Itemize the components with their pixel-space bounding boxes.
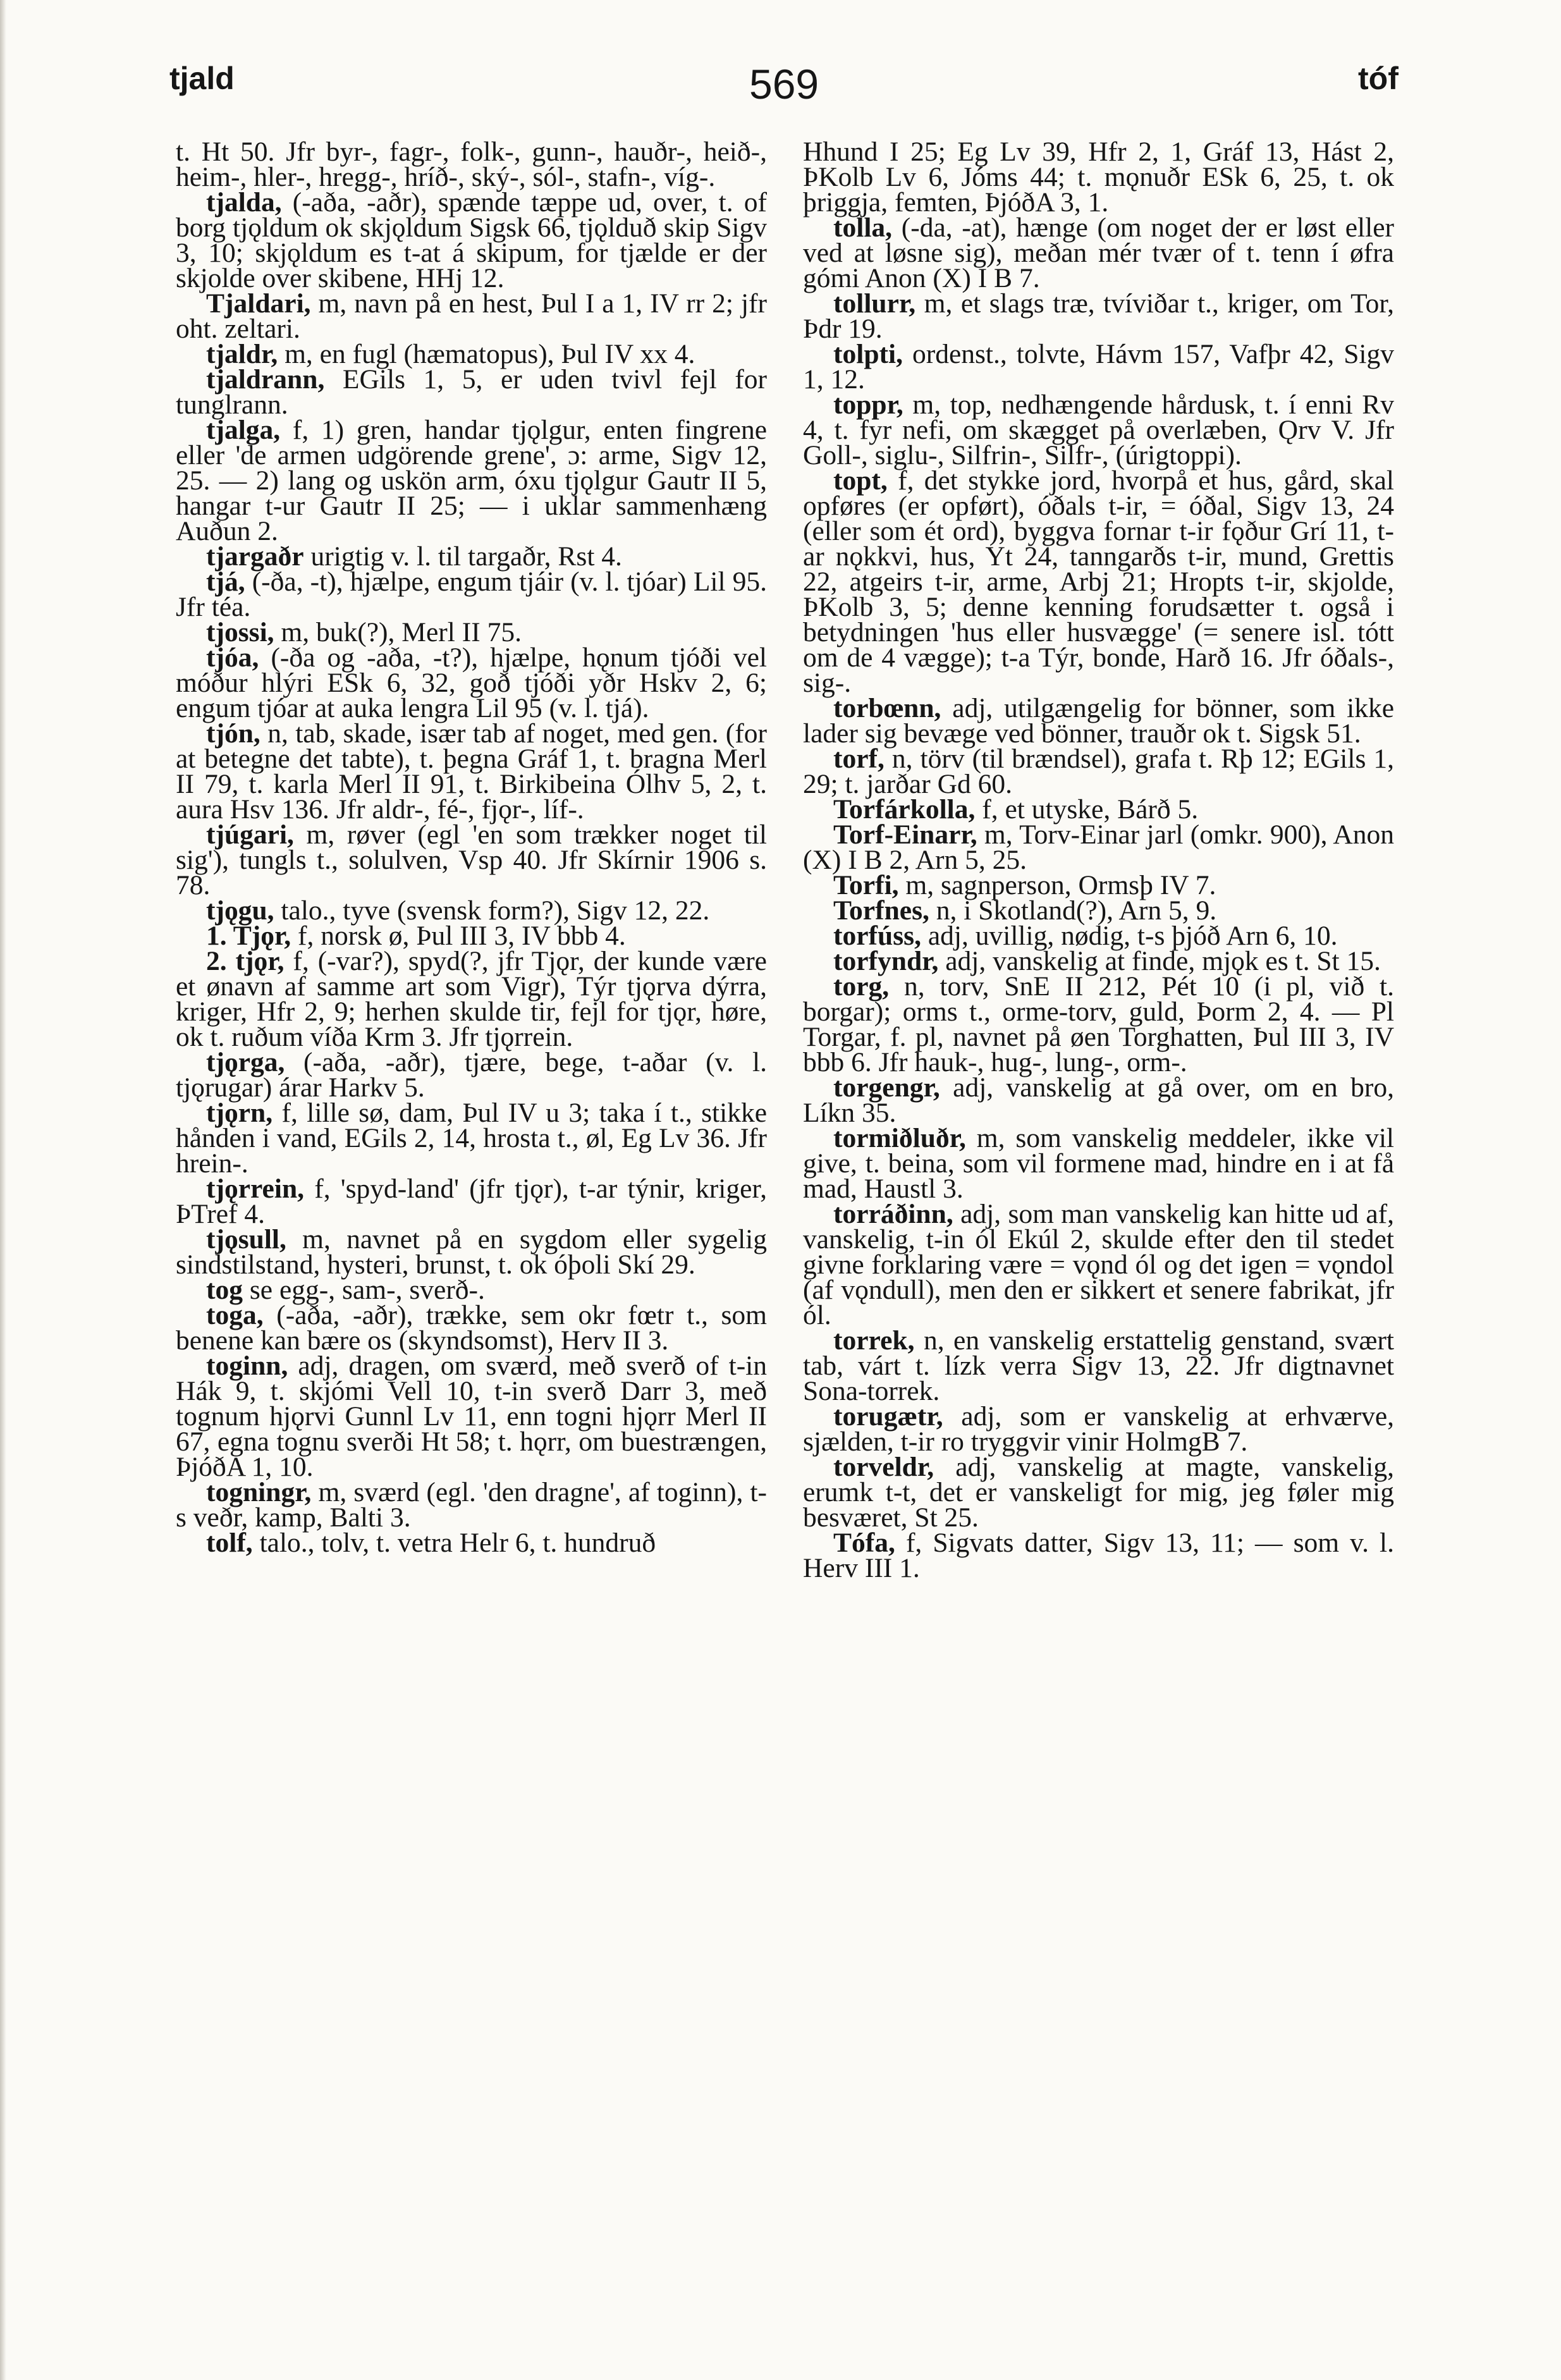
dictionary-entry [803, 392, 1394, 468]
entry-headword: tjaldr, [206, 339, 278, 369]
entry-text: ordenst., tolvte, Hávm 157, Vafþr 42, Sigv 1, 12. [803, 339, 1395, 395]
entry-text: f, (-var?), spyd(?, jfr Tjǫr, der kunde være et ønavn af samme art som Vigr), Týr tjǫrva dýrra, kriger, Hfr 2, 9; herhen skulde tir, fejl for tjǫr, høre, ok t. ruðum víða Krm 3. Jfr tjǫrrein. [176, 946, 767, 1052]
entry-text: m, navnet på en sygdom eller sygelig sindstilstand, hysteri, brunst, t. ok óþoli Skí 29. [176, 1224, 767, 1280]
entry-text: m, et slags træ, tvíviðar t., kriger, om Tor, Þdr 19. [803, 288, 1394, 344]
dictionary-entry [803, 1123, 1394, 1204]
dictionary-entry [803, 137, 1394, 218]
entry-text: adj, uvillig, nødig, t-s þjóð Arn 6, 10. [927, 921, 1338, 951]
entry-headword: Torfnes, [833, 895, 929, 926]
dictionary-entry [803, 819, 1394, 875]
dictionary-entry [803, 1072, 1395, 1128]
dictionary-entry [803, 1201, 1394, 1328]
dictionary-entry [803, 288, 1394, 344]
entry-headword: torveldr, [833, 1452, 934, 1482]
entry-text: (-da, -at), hænge (om noget der er løst eller ved at løsne sig), meðan mér tvær of t. tenn í øfra gómi Anon (X) I B 7. [803, 212, 1395, 293]
entry-text: m, buk(?), Merl II 75. [281, 617, 522, 647]
entry-text: adj, vanskelig at magte, vanskelig, erumk t-t, det er vanskeligt for mig, jeg føler mig besværet, St 25. [803, 1452, 1394, 1533]
dictionary-entry [176, 1353, 767, 1480]
entry-headword: togningr, [206, 1477, 312, 1507]
dictionary-entry [176, 288, 767, 344]
dictionary-entry [176, 1277, 767, 1303]
entry-text: adj, som er vanskelig at erhværve, sjælden, t-ir ro tryggvir vinir HolmgB 7. [803, 1401, 1394, 1457]
dictionary-entry [803, 921, 1394, 951]
entry-text: f, det stykke jord, hvorpå et hus, gård, skal opføres (er opført), óðals t-ir, = óðal, Sigv 13, 24 (eller som ét ord), byggva fornar t-ir fǫður Grí 11, t-ar nǫkkvi, hus, Yt 24, tanngarðs t-ir, mund, Grettis 22, atgeirs t-ir, arme, Arbj 21; Hropts t-ir, skjolde, ÞKolb 3, 5; denne kenning forudsætter t. også i betydningen 'hus eller husvægge' (= senere isl. tótt om de 4 vægge); t-a Týr, bonde, Harð 16. Jfr óðals-, sig-. [803, 465, 1394, 698]
entry-headword: tjóa, [206, 642, 259, 673]
dictionary-entry [176, 1300, 767, 1356]
dictionary-entry [176, 895, 767, 926]
entry-text: m, sagnperson, Ormsþ IV 7. [905, 870, 1216, 900]
entry-text: f, Sigvats datter, Sigv 13, 11; — som v. l. Herv III 1. [803, 1528, 1395, 1583]
entry-headword: Torfi, [833, 870, 899, 900]
entry-headword: torfyndr, [833, 946, 939, 976]
dictionary-entry [176, 417, 767, 544]
entry-headword: Tófa, [833, 1528, 895, 1558]
entry-text: m, som vanskelig meddeler, ikke vil give, t. beina, som vil formene mad, hindre en i at få mad, Haustl 3. [803, 1123, 1394, 1204]
dictionary-entry [803, 746, 1394, 797]
entry-headword: tjúgari, [206, 819, 294, 850]
dictionary-entry [803, 339, 1395, 395]
running-head-left: tjald [169, 61, 235, 96]
dictionary-entry [176, 819, 767, 900]
entry-text: m, Torv-Einar jarl (omkr. 900), Anon (X) I B 2, Arn 5, 25. [803, 819, 1394, 875]
entry-headword: 2. tjǫr, [206, 946, 285, 976]
dictionary-entry [176, 569, 767, 620]
entry-text: t. Ht 50. Jfr byr-, fagr-, folk-, gunn-, hauðr-, heið-, heim-, hler-, hregg-, hríð-, ský-, sól-, stafn-, víg-. [176, 137, 767, 192]
entry-text: f, et utyske, Bárð 5. [982, 794, 1199, 825]
entry-text: (-ða og -aða, -t?), hjælpe, hǫnum tjóði vel móður hlýri ESk 6, 32, goð tjóði yðr Hskv 2, 6; engum tjóar at auka lengra Lil 95 (v. l. tjá). [176, 642, 768, 723]
dictionary-entry [176, 617, 767, 647]
entry-headword: Torf-Einarr, [833, 819, 977, 850]
entry-text: n, en vanskelig erstattelig genstand, svært tab, várt t. lízk verra Sigv 13, 22. Jfr digtnavnet Sona-torrek. [803, 1325, 1395, 1406]
entry-headword: toginn, [206, 1351, 288, 1381]
entry-headword: tjǫrn, [206, 1098, 273, 1128]
running-head-right: tóf [1358, 61, 1399, 96]
entry-headword: topt, [833, 465, 888, 496]
dictionary-entry [803, 1452, 1394, 1533]
entry-text: n, torv, SnE II 212, Pét 10 (i pl, við t. borgar); orms t., orme-torv, guld, Þorm 2, 4. — Pl Torgar, f. pl, navnet på øen Torghatten, Þul III 3, IV bbb 6. Jfr hauk-, hug-, lung-, orm-. [803, 971, 1394, 1077]
right-column [803, 139, 1394, 1581]
entry-text: n, törv (til brændsel), grafa t. Rþ 12; EGils 1, 29; t. jarðar Gd 60. [803, 744, 1395, 799]
entry-headword: tjalda, [206, 187, 282, 218]
entry-headword: torrek, [833, 1325, 915, 1356]
dictionary-entry [176, 541, 767, 572]
entry-text: adj, dragen, om sværd, með sverð of t-in Hák 9, t. skjómi Vell 10, t-in sverð Darr 3, með tognum hjǫrvi Gunnl Lv 11, enn togni hjǫrr Merl II 67, egna tognu sverði Ht 58; t. hǫrr, om buestrængen, ÞjóðA 1, 10. [176, 1351, 768, 1482]
entry-text: (-aða, -aðr), spænde tæppe ud, over, t. of borg tjǫldum ok skjǫldum Sigsk 66, tjǫlduð skip Sigv 3, 10; skjǫldum es t-at á skipum, for tjælde er der skjolde over skibene, HHj 12. [176, 187, 767, 293]
dictionary-entry [803, 693, 1395, 749]
page-number: 569 [749, 61, 819, 107]
dictionary-entry [176, 921, 767, 951]
dictionary-entry [176, 1528, 767, 1558]
entry-text: m, røver (egl 'en som trækker noget til sig'), tungls t., solulven, Vsp 40. Jfr Skírnir 1906 s. 78. [176, 819, 767, 900]
entry-headword: toga, [206, 1300, 264, 1330]
scan-edge [0, 0, 6, 2380]
entry-headword: torgengr, [833, 1072, 940, 1103]
entry-headword: tjargaðr [206, 541, 304, 572]
entry-text: talo., tolv, t. vetra Helr 6, t. hundruð [259, 1528, 656, 1558]
entry-headword: tollurr, [833, 288, 916, 319]
dictionary-entry [803, 948, 1394, 974]
entry-text: adj, utilgængelig for bönner, som ikke lader sig bevæge ved bönner, trauðr ok t. Sigsk 51. [803, 693, 1395, 749]
dictionary-entry [803, 971, 1394, 1077]
dictionary-entry [803, 465, 1394, 698]
dictionary-entry [803, 1401, 1394, 1457]
entry-text: EGils 1, 5, er uden tvivl fejl for tunglrann. [176, 364, 768, 420]
dictionary-entry [803, 1325, 1395, 1406]
dictionary-entry [803, 794, 1394, 825]
entry-headword: tjalga, [206, 415, 281, 445]
dictionary-entry [803, 1530, 1394, 1581]
entry-text: m, top, nedhængende hårdusk, t. í enni Rv 4, t. fyr nefi, om skægget på overlæben, Ǫrv V. Jfr Goll-, siglu-, Silfrin-, Silfr-, (úrigtoppi). [803, 390, 1394, 470]
dictionary-entry [176, 187, 767, 293]
entry-headword: tjǫrrein, [206, 1174, 305, 1204]
entry-text: Hhund I 25; Eg Lv 39, Hfr 2, 1, Gráf 13, Hást 2, ÞKolb Lv 6, Jóms 44; t. mǫnuðr ESk 6, 25, t. ok þriggja, femten, ÞjóðA 3, 1. [803, 137, 1394, 218]
entry-headword: torbœnn, [833, 693, 941, 723]
entry-headword: tjaldrann, [206, 364, 325, 395]
entry-headword: tog [206, 1275, 243, 1305]
entry-headword: tormiðluðr, [833, 1123, 966, 1153]
dictionary-entry [176, 1224, 767, 1280]
entry-text: f, norsk ø, Þul III 3, IV bbb 4. [298, 921, 626, 951]
entry-text: f, 1) gren, handar tjǫlgur, enten fingrene eller 'de armen udgörende grene', ɔ: arme, Sigv 12, 25. — 2) lang og uskön arm, óxu tjǫlgur Gautr II 5, hangar t-ur Gautr II 25; — i uklar sammenhæng Auðun 2. [176, 415, 767, 546]
entry-text: adj, som man vanskelig kan hitte ud af, vanskelig, t-in ól Ekúl 2, skulde efter den til stedet givne forklaring være = vǫnd ól og det igen = vǫndol (af vǫndull), men den er sikkert et senere fabrikat, jfr ól. [803, 1199, 1394, 1330]
entry-headword: 1. Tjǫr, [206, 921, 291, 951]
dictionary-entry [176, 1477, 768, 1533]
entry-headword: Tjaldari, [206, 288, 311, 319]
entry-headword: torg, [833, 971, 890, 1002]
entry-headword: tolf, [206, 1528, 253, 1558]
entry-text: (-ða, -t), hjælpe, engum tjáir (v. l. tjóar) Lil 95. Jfr téa. [176, 567, 768, 622]
entry-headword: tjossi, [206, 617, 274, 647]
entry-headword: tjá, [206, 567, 245, 597]
entry-headword: torráðinn, [833, 1199, 953, 1229]
dictionary-entry [803, 212, 1395, 293]
dictionary-entry [176, 1047, 767, 1103]
entry-text: talo., tyve (svensk form?), Sigv 12, 22. [281, 895, 710, 926]
entry-headword: torugætr, [833, 1401, 943, 1432]
entry-text: (-aða, -aðr), trække, sem okr fœtr t., som benene kan bære os (skyndsomst), Herv II 3. [176, 1300, 767, 1356]
dictionary-entry [176, 948, 767, 1050]
entry-text: f, 'spyd-land' (jfr tjǫr), t-ar týnir, kriger, ÞTref 4. [176, 1174, 767, 1229]
entry-headword: torf, [833, 744, 885, 774]
dictionary-entry [803, 870, 1394, 900]
entry-text: m, sværd (egl. 'den dragne', af toginn), t-s veðr, kamp, Balti 3. [176, 1477, 768, 1533]
dictionary-entry [176, 1176, 767, 1227]
dictionary-entry [176, 139, 767, 190]
entry-text: m, en fugl (hæmatopus), Þul IV xx 4. [285, 339, 695, 369]
entry-text: n, tab, skade, især tab af noget, med gen. (for at betegne det tabte), t. þegna Gráf 1, t. bragna Merl II 79, t. karla Merl II 91, t. Birkibeina Ólhv 5, 2, t. aura Hsv 136. Jfr aldr-, fé-, fjǫr-, líf-. [176, 718, 767, 825]
entry-text: m, navn på en hest, Þul I a 1, IV rr 2; jfr oht. zeltari. [176, 288, 767, 344]
entry-headword: tjǫrga, [206, 1047, 285, 1077]
entry-headword: tjǫsull, [206, 1224, 286, 1254]
entry-text: urigtig v. l. til targaðr, Rst 4. [310, 541, 622, 572]
entry-headword: tjǫgu, [206, 895, 274, 926]
entry-text: adj, vanskelig at gå over, om en bro, Líkn 35. [803, 1072, 1395, 1128]
dictionary-entry [176, 341, 767, 367]
entry-text: adj, vanskelig at finde, mjǫk es t. St 15. [945, 946, 1381, 976]
entry-text: (-aða, -aðr), tjære, bege, t-aðar (v. l. tjǫrugar) árar Harkv 5. [176, 1047, 767, 1103]
entry-headword: toppr, [833, 390, 903, 420]
entry-headword: tolla, [833, 212, 893, 243]
dictionary-entry [176, 364, 768, 420]
entry-headword: tolpti, [833, 339, 903, 369]
entry-text: se egg-, sam-, sverð-. [249, 1275, 485, 1305]
entry-headword: Torfárkolla, [833, 794, 976, 825]
dictionary-entry [176, 642, 768, 723]
dictionary-entry [176, 718, 767, 825]
dictionary-entry [176, 1098, 768, 1179]
entry-headword: torfúss, [833, 921, 921, 951]
entry-text: f, lille sø, dam, Þul IV u 3; taka í t., stikke hånden i vand, EGils 2, 14, hrosta t., øl, Eg Lv 36. Jfr hrein-. [176, 1098, 768, 1179]
left-column [176, 137, 768, 1558]
entry-text: n, i Skotland(?), Arn 5, 9. [936, 895, 1217, 926]
entry-headword: tjón, [206, 718, 260, 749]
dictionary-entry [803, 895, 1394, 926]
